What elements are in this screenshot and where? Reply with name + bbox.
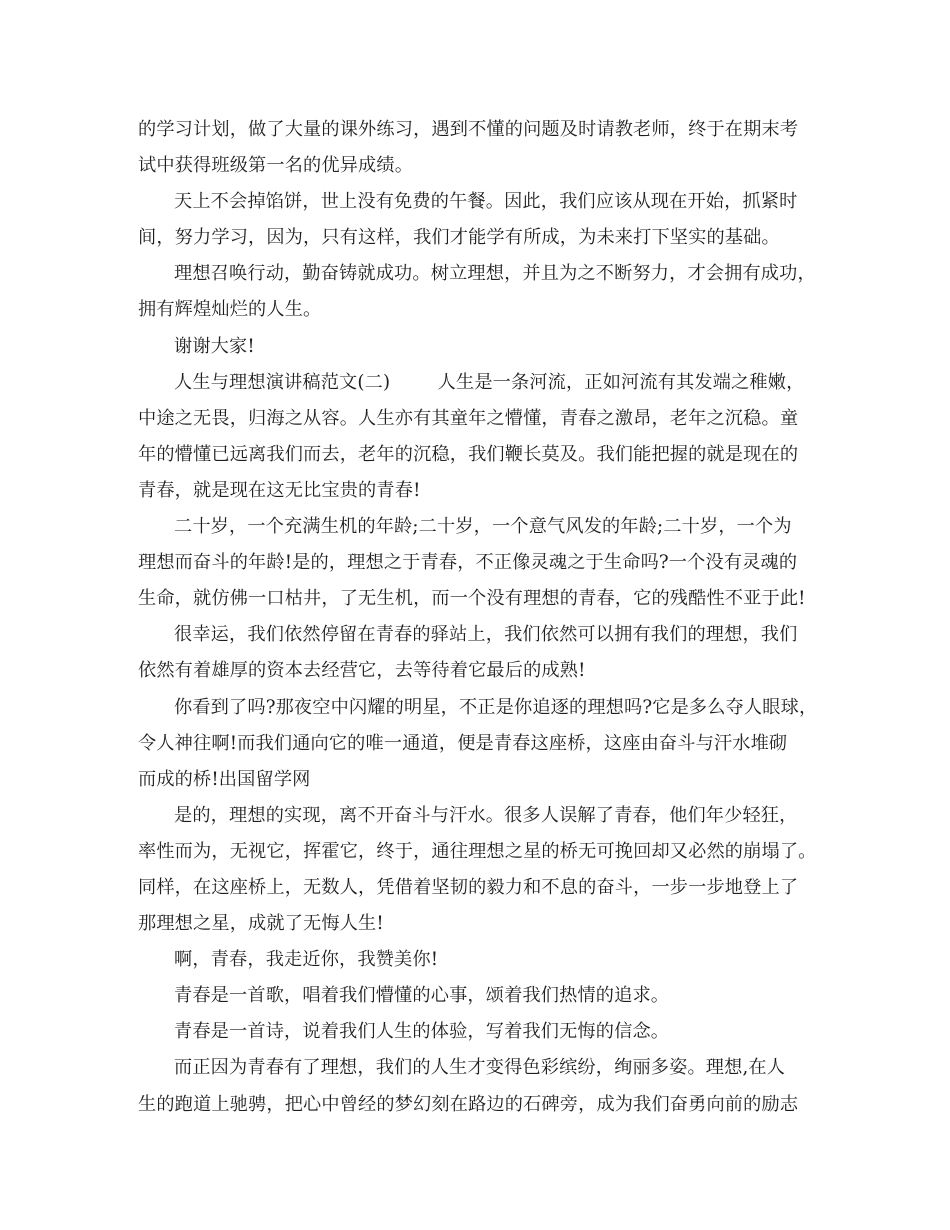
- paragraph: [138, 256, 818, 328]
- text-line: 人生与理想演讲稿范文(二) 人生是一条河流，正如河流有其发端之稚嫩，: [174, 371, 805, 393]
- text-line: 而正因为青春有了理想，我们的人生才变得色彩缤纷，绚丽多姿。理想,在人: [174, 1057, 786, 1079]
- paragraph: [138, 690, 818, 798]
- text-line: 很幸运，我们依然停留在青春的驿站上，我们依然可以拥有我们的理想，我们: [174, 624, 798, 646]
- text-line: 间，努力学习，因为，只有这样，我们才能学有所成，为未来打下坚实的基础。: [138, 227, 780, 249]
- document-body: [138, 112, 818, 1123]
- text-line: 生命，就仿佛一口枯井，了无生机，而一个没有理想的青春，它的残酷性不亚于此!: [138, 588, 806, 610]
- paragraph: [138, 112, 818, 184]
- paragraph: [138, 978, 818, 1014]
- text-line: 青春是一首诗，说着我们人生的体验，写着我们无悔的信念。: [174, 1021, 670, 1043]
- text-line: 而成的桥!出国留学网: [138, 768, 311, 790]
- text-line: 是的，理想的实现，离不开奋斗与汗水。很多人误解了青春，他们年少轻狂，: [174, 804, 798, 826]
- text-line: 天上不会掉馅饼，世上没有免费的午餐。因此，我们应该从现在开始，抓紧时: [174, 191, 798, 213]
- text-line: 率性而为，无视它，挥霍它，终于，通往理想之星的桥无可挽回却又必然的崩塌了。: [138, 840, 817, 862]
- text-line: 啊，青春，我走近你，我赞美你!: [174, 949, 439, 971]
- text-line: 那理想之星，成就了无悔人生!: [138, 913, 384, 935]
- paragraph: [138, 329, 818, 365]
- paragraph: [138, 509, 818, 617]
- paragraph: [138, 942, 818, 978]
- paragraph: [138, 1050, 818, 1122]
- text-line: 谢谢大家!: [174, 335, 255, 357]
- paragraph: [138, 1014, 818, 1050]
- text-line: 青春，就是现在这无比宝贵的青春!: [138, 479, 421, 501]
- paragraph: [138, 184, 818, 256]
- text-line: 试中获得班级第一名的优异成绩。: [138, 155, 414, 177]
- text-line: 理想召唤行动，勤奋铸就成功。树立理想，并且为之不断努力，才会拥有成功，: [174, 263, 816, 285]
- text-line: 理想而奋斗的年龄!是的，理想之于青春，不正像灵魂之于生命吗?一个没有灵魂的: [138, 552, 798, 574]
- text-line: 青春是一首歌，唱着我们懵懂的心事，颂着我们热情的追求。: [174, 985, 670, 1007]
- text-line: 年的懵懂已远离我们而去，老年的沉稳，我们鞭长莫及。我们能把握的就是现在的: [138, 443, 799, 465]
- text-line: 二十岁，一个充满生机的年龄;二十岁，一个意气风发的年龄;二十岁，一个为: [174, 516, 792, 538]
- paragraph: [138, 617, 818, 689]
- text-line: 同样，在这座桥上，无数人，凭借着坚韧的毅力和不息的奋斗，一步一步地登上了: [138, 876, 799, 898]
- text-line: 依然有着雄厚的资本去经营它，去等待着它最后的成熟!: [138, 660, 586, 682]
- text-line: 的学习计划，做了大量的课外练习，遇到不懂的问题及时请教老师，终于在期末考: [138, 119, 799, 140]
- text-line: 中途之无畏，归海之从容。人生亦有其童年之懵懂，青春之激昂，老年之沉稳。童: [138, 407, 799, 429]
- text-line: 令人神往啊!而我们通向它的唯一通道，便是青春这座桥，这座由奋斗与汗水堆砌: [138, 732, 788, 754]
- text-line: 拥有辉煌灿烂的人生。: [138, 299, 322, 321]
- paragraph: [138, 365, 818, 509]
- paragraph: [138, 798, 818, 942]
- text-line: 生的跑道上驰骋，把心中曾经的梦幻刻在路边的石碑旁，成为我们奋勇向前的励志: [138, 1093, 799, 1115]
- text-line: 你看到了吗?那夜空中闪耀的明星，不正是你追逐的理想吗?它是多么夺人眼球，: [174, 696, 818, 718]
